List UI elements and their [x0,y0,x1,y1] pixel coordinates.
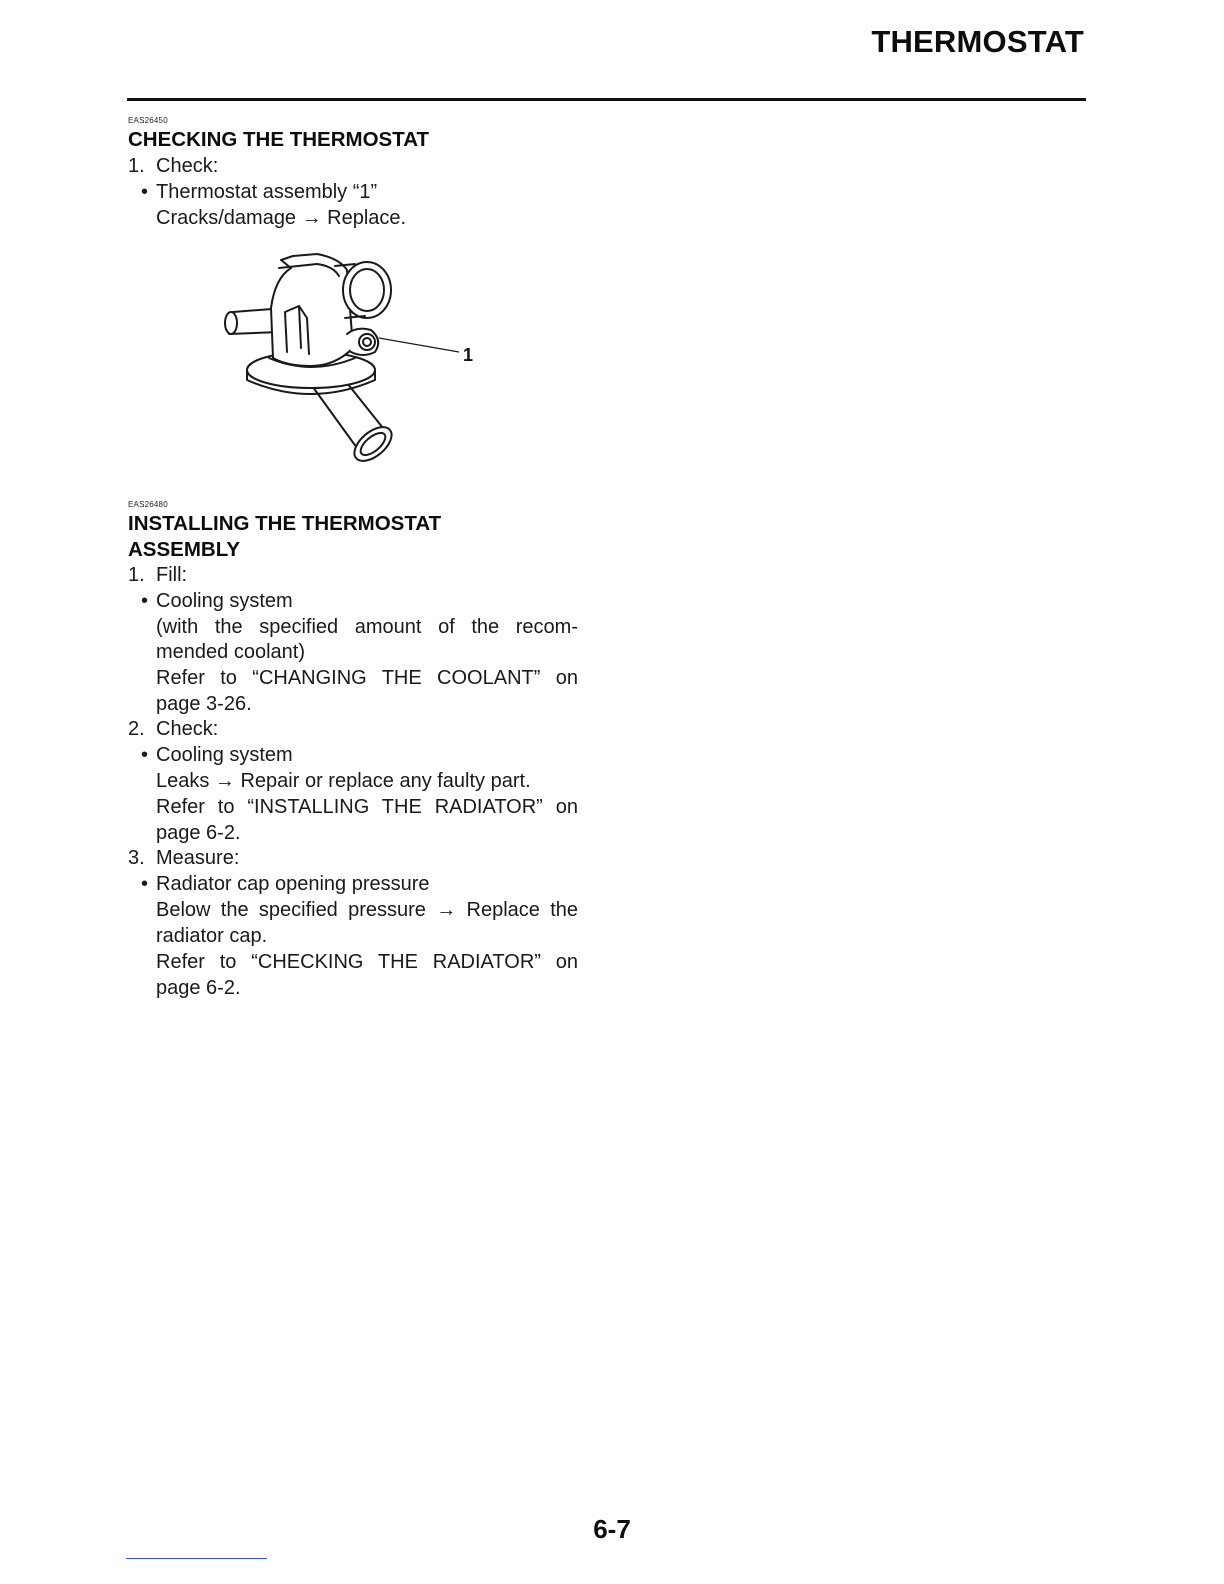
bullet-icon: • [141,590,149,612]
text-line-content: Below the specified pressure → Replace the [156,899,578,921]
step-number: 3. [128,847,145,869]
bullet-text: Radiator cap opening pressure [156,873,430,895]
bullet-icon: • [141,181,149,203]
bullet-detail-text: Cracks/damage → Replace. [156,207,407,229]
bullet-icon: • [141,873,149,895]
footer-link-underline[interactable] [126,1558,267,1559]
step-label: Check: [156,155,219,177]
page-number: 6-7 [593,1514,631,1544]
step-label: Check: [156,718,219,740]
text-line-content: Refer to “CHANGING THE COOLANT” on [156,667,578,689]
bullet-text: Cooling system [156,744,293,766]
step-number: 2. [128,718,145,740]
text-line-content: Leaks → Repair or replace any faulty part. [156,770,531,792]
text-line-content: radiator cap. [156,925,268,947]
section-code: EAS26480 [128,500,168,509]
step-label: Fill: [156,564,188,586]
bullet-text: Cooling system [156,590,293,612]
text-line-content: Refer to “CHECKING THE RADIATOR” on [156,951,578,973]
text-line-content: page 3-26. [156,693,252,715]
header-rule [127,98,1086,101]
section-heading: CHECKING THE THERMOSTAT [128,128,430,151]
section-heading: INSTALLING THE THERMOSTAT [128,512,442,535]
thermostat-assembly-illustration [215,248,485,473]
text-line-content: page 6-2. [156,977,241,999]
bullet-text: Thermostat assembly “1” [156,181,378,203]
step-label: Measure: [156,847,240,869]
text-line-content: mended coolant) [156,641,305,663]
section-code: EAS26450 [128,116,168,125]
figure-callout: 1 [463,345,474,365]
bullet-icon: • [141,744,149,766]
text-line-content: page 6-2. [156,822,241,844]
text-line-content: Refer to “INSTALLING THE RADIATOR” on [156,796,578,818]
step-number: 1. [128,155,145,177]
step-number: 1. [128,564,145,586]
section-heading-continued: ASSEMBLY [128,538,241,561]
text-line-content: (with the specified amount of the recom- [156,616,578,638]
page-title: THERMOSTAT [871,24,1084,59]
